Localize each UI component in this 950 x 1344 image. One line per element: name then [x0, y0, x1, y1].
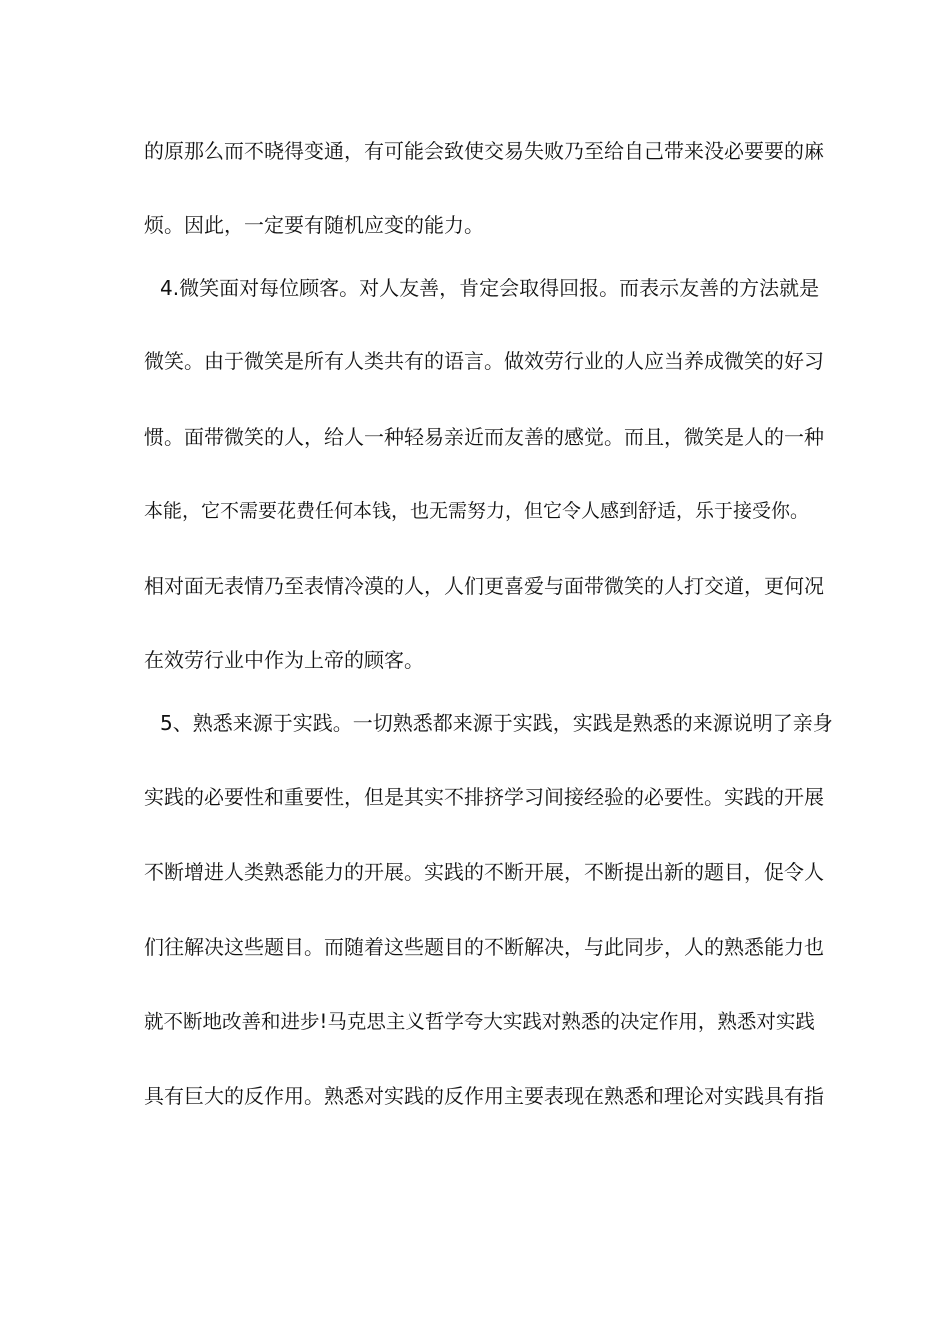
text-line-3: 4.微笑面对每位顾客。对人友善，肯定会取得回报。而表示友善的方法就是	[160, 276, 820, 300]
text-line-10: 实践的必要性和重要性，但是其实不排挤学习间接经验的必要性。实践的开展	[144, 785, 824, 809]
text-line-8: 在效劳行业中作为上帝的顾客。	[144, 648, 424, 672]
text-line-13: 就不断地改善和进步!马克思主义哲学夸大实践对熟悉的决定作用，熟悉对实践	[144, 1010, 815, 1033]
text-line-2: 烦。因此，一定要有随机应变的能力。	[144, 213, 484, 237]
text-line-14: 具有巨大的反作用。熟悉对实践的反作用主要表现在熟悉和理论对实践具有指	[144, 1084, 824, 1108]
text-line-4: 微笑。由于微笑是所有人类共有的语言。做效劳行业的人应当养成微笑的好习	[144, 349, 824, 373]
text-line-1: 的原那么而不晓得变通，有可能会致使交易失败乃至给自己带来没必要要的麻	[144, 139, 824, 163]
text-line-11: 不断增进人类熟悉能力的开展。实践的不断开展，不断提出新的题目，促令人	[144, 860, 824, 884]
text-line-7: 相对面无表情乃至表情冷漠的人，人们更喜爱与面带微笑的人打交道，更何况	[144, 574, 824, 598]
text-line-5: 惯。面带微笑的人，给人一种轻易亲近而友善的感觉。而且，微笑是人的一种	[144, 425, 824, 449]
text-line-12: 们往解决这些题目。而随着这些题目的不断解决，与此同步，人的熟悉能力也	[144, 935, 824, 959]
text-line-6: 本能，它不需要花费任何本钱，也无需努力，但它令人感到舒适，乐于接受你。	[144, 500, 810, 522]
text-line-9: 5、熟悉来源于实践。一切熟悉都来源于实践，实践是熟悉的来源说明了亲身	[160, 711, 833, 735]
